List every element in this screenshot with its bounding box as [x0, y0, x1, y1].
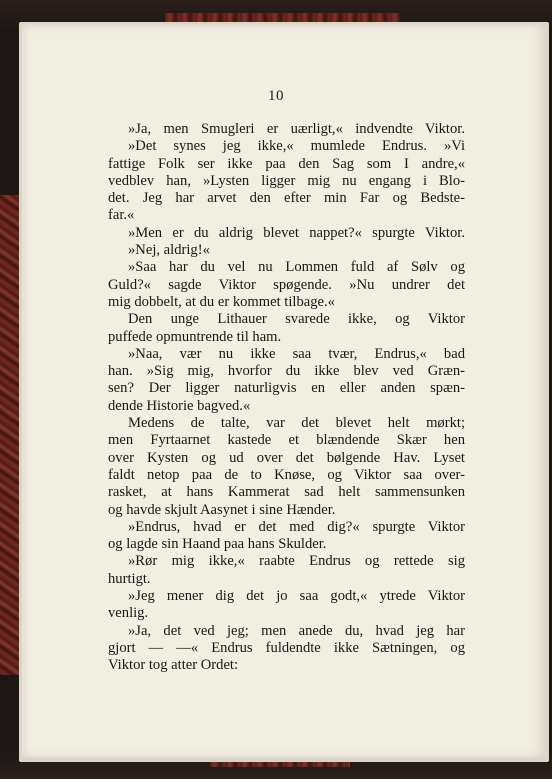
text-line: »Naa, vær nu ikke saa tvær, Endrus,« bad — [128, 345, 465, 362]
text-line: Medens de talte, var det blevet helt mørkt; — [128, 415, 465, 432]
text-line: gjort — —« Endrus fuldendte ikke Sætningen, og — [108, 639, 465, 656]
text-line: »Saa har du vel nu Lommen fuld af Sølv og — [128, 259, 465, 276]
text-line: vedblev han, »Lysten ligger mig nu engang i Blo- — [108, 172, 465, 189]
text-line: venlig. — [108, 605, 149, 622]
text-line: men Fyrtaarnet kastede et blændende Skær hen — [108, 432, 465, 449]
text-line: fattige Folk ser ikke paa den Sag som I andre,« — [108, 155, 465, 172]
text-line: »Nej, aldrig!« — [128, 242, 210, 259]
text-line: puffede opmuntrende til ham. — [108, 328, 282, 345]
text-line: Viktor tog atter Ordet: — [108, 657, 239, 674]
text-line: hurtigt. — [108, 570, 151, 587]
text-line: »Ja, det ved jeg; men anede du, hvad jeg har — [128, 622, 465, 639]
text-line: faldt netop paa de to Knøse, og Viktor saa over- — [108, 466, 465, 483]
body-text — [108, 121, 465, 675]
text-line: og lagde sin Haand paa hans Skulder. — [108, 536, 327, 553]
page-number: 10 — [268, 88, 284, 104]
text-line: far.« — [108, 207, 135, 224]
text-line: »Ja, men Smugleri er uærligt,« indvendte Viktor. — [128, 121, 465, 137]
text-line: og havde skjult Aasynet i sine Hænder. — [108, 501, 336, 518]
text-line: dende Historie bagved.« — [108, 397, 251, 414]
text-line: det. Jeg har arvet den efter min Far og Bedste- — [108, 190, 465, 207]
text-line: »Det synes jeg ikke,« mumlede Endrus. »Vi — [128, 138, 465, 155]
text-line: Den unge Lithauer svarede ikke, og Viktor — [128, 311, 465, 328]
text-line: sen? Der ligger naturligvis en eller anden spæn- — [108, 380, 465, 397]
text-line: »Men er du aldrig blevet nappet?« spurgte Viktor. — [128, 224, 465, 241]
text-line: han. »Sig mig, hvorfor du ikke blev ved Græn- — [108, 363, 465, 380]
text-line: Guld?« sagde Viktor spøgende. »Nu undrer det — [108, 276, 465, 293]
text-line: mig dobbelt, at du er kommet tilbage.« — [108, 293, 335, 310]
text-line: »Endrus, hvad er det med dig?« spurgte Viktor — [128, 518, 465, 535]
text-line: over Kysten og ud over det bølgende Hav. Lyset — [108, 449, 465, 466]
text-line: »Jeg mener dig det jo saa godt,« ytrede Viktor — [128, 588, 465, 605]
text-line: rasket, at hans Kammerat sad helt sammensunken — [108, 484, 465, 501]
text-line: »Rør mig ikke,« raabte Endrus og rettede sig — [128, 553, 465, 570]
